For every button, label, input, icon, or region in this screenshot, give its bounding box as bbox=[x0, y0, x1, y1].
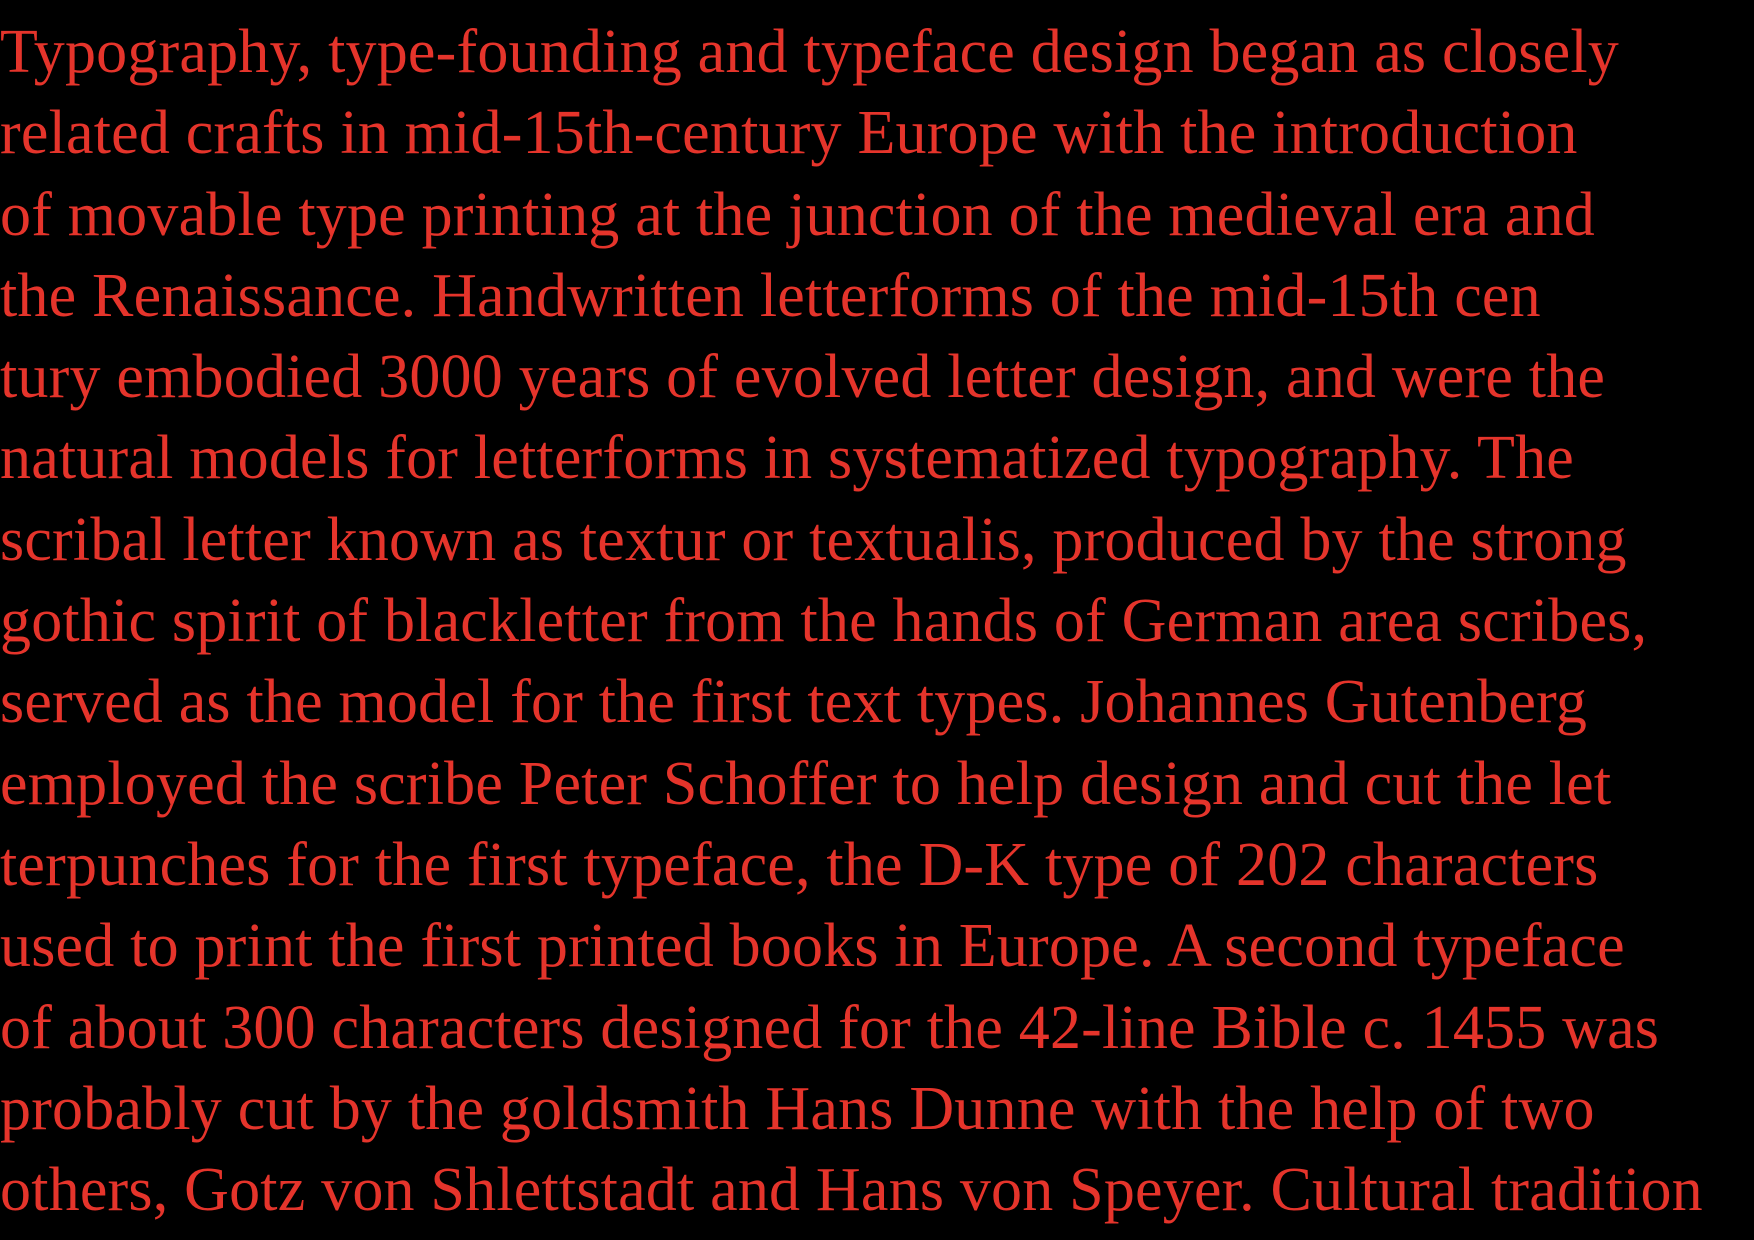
text-line: employed the scribe Peter Schoffer to help design and cut the let bbox=[0, 749, 1612, 818]
text-line: probably cut by the goldsmith Hans Dunne with the help of two bbox=[0, 1074, 1595, 1143]
text-line: of movable type printing at the junction of the medieval era and bbox=[0, 180, 1596, 249]
text-line: scribal letter known as textur or textualis, produced by the strong bbox=[0, 505, 1627, 574]
text-line: terpunches for the first typeface, the D-K type of 202 characters bbox=[0, 830, 1599, 899]
text-line: related crafts in mid-15th-century Europe with the introduction bbox=[0, 99, 1578, 168]
text-line: others, Gotz von Shlettstadt and Hans von Speyer. Cultural tradition bbox=[0, 1156, 1703, 1225]
text-line: of about 300 characters designed for the 42-line Bible c. 1455 was bbox=[0, 993, 1660, 1062]
text-line: gothic spirit of blackletter from the hands of German area scribes, bbox=[0, 587, 1648, 656]
text-block bbox=[0, 12, 1754, 1231]
text-line: served as the model for the first text types. Johannes Gutenberg bbox=[0, 668, 1588, 737]
text-line: Typography, type-founding and typeface design began as closely bbox=[0, 18, 1619, 86]
text-line: used to print the first printed books in Europe. A second typeface bbox=[0, 912, 1625, 981]
text-line: natural models for letterforms in systematized typography. The bbox=[0, 424, 1575, 493]
text-line: tury embodied 3000 years of evolved letter design, and were the bbox=[0, 343, 1606, 412]
text-line: the Renaissance. Handwritten letterforms of the mid-15th cen bbox=[0, 261, 1541, 330]
